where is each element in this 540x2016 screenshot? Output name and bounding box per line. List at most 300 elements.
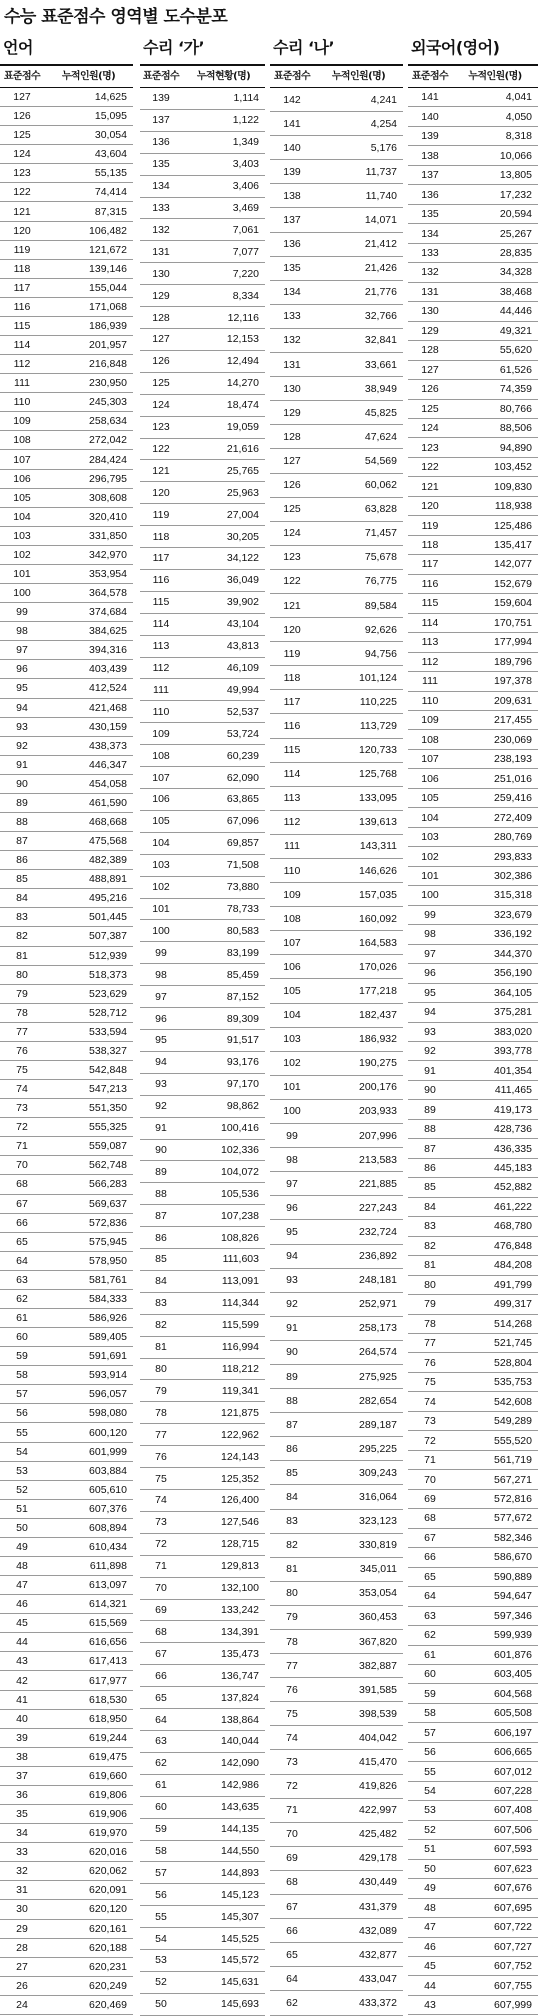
cumulative-count-cell: 43,813: [226, 640, 259, 653]
cumulative-count-cell: 542,608: [494, 1395, 532, 1408]
score-label: 표준점수: [142, 71, 180, 82]
cumulative-count-cell: 78,733: [226, 902, 259, 915]
page-title: 수능 표준점수 영역별 도수분포: [4, 7, 228, 27]
table-row: [270, 1919, 403, 1943]
cumulative-count-cell: 518,373: [89, 968, 127, 981]
score-cell: 132: [421, 266, 439, 279]
table-row: [140, 351, 265, 373]
cumulative-count-cell: 216,848: [89, 358, 127, 371]
cumulative-count-cell: 316,064: [359, 1490, 397, 1503]
cumulative-count-cell: 597,346: [494, 1609, 532, 1622]
table-row: [408, 1256, 538, 1275]
cumulative-count-cell: 259,416: [494, 792, 532, 805]
cumulative-count-cell: 200,176: [359, 1081, 397, 1094]
count-label: 누적인원(명): [61, 71, 116, 82]
cumulative-count-cell: 232,724: [359, 1225, 397, 1238]
score-cell: 59: [424, 1687, 436, 1700]
score-cell: 116: [13, 300, 31, 313]
score-label: 표준점수: [411, 71, 449, 82]
cumulative-count-cell: 488,891: [89, 873, 127, 886]
score-cell: 75: [16, 1064, 28, 1077]
score-cell: 65: [286, 1948, 298, 1961]
score-cell: 128: [421, 344, 439, 357]
cumulative-count-cell: 411,465: [494, 1084, 532, 1097]
cumulative-count-cell: 19,059: [226, 421, 259, 434]
table-row: [0, 1462, 133, 1481]
cumulative-count-cell: 436,335: [494, 1142, 532, 1155]
cumulative-count-cell: 7,220: [232, 267, 259, 280]
table-row: [140, 1862, 265, 1884]
score-cell: 67: [286, 1900, 298, 1913]
score-cell: 78: [424, 1317, 436, 1330]
table-row: [140, 877, 265, 899]
score-cell: 62: [155, 1757, 167, 1770]
cumulative-count-cell: 620,249: [89, 1979, 127, 1992]
cumulative-count-cell: 605,508: [494, 1707, 532, 1720]
score-cell: 76: [155, 1450, 167, 1463]
table-row: [140, 1534, 265, 1556]
cumulative-count-cell: 582,346: [494, 1531, 532, 1544]
table-row: [140, 1775, 265, 1797]
cumulative-count-cell: 607,722: [494, 1921, 532, 1934]
table-row: [0, 1786, 133, 1805]
score-cell: 97: [155, 990, 167, 1003]
cumulative-count-cell: 619,475: [89, 1750, 127, 1763]
cumulative-count-cell: 145,525: [221, 1932, 259, 1945]
table-row: [270, 1052, 403, 1076]
score-cell: 134: [421, 227, 439, 240]
score-cell: 124: [421, 422, 439, 435]
cumulative-count-cell: 120,733: [359, 744, 397, 757]
score-cell: 113: [152, 640, 170, 653]
cumulative-count-cell: 142,986: [221, 1779, 259, 1792]
cumulative-count-cell: 4,050: [505, 110, 532, 123]
table-row: [408, 594, 538, 613]
cumulative-count-cell: 4,241: [370, 93, 397, 106]
score-label: 표준점수: [273, 71, 311, 82]
score-cell: 99: [424, 908, 436, 921]
table-row: [408, 497, 538, 516]
score-cell: 76: [16, 1044, 28, 1057]
table-row: [270, 1004, 403, 1028]
table-row: [408, 633, 538, 652]
score-cell: 139: [421, 130, 439, 143]
table-row: [140, 1402, 265, 1424]
table-row: [0, 679, 133, 698]
cumulative-count-cell: 144,135: [221, 1823, 259, 1836]
score-cell: 98: [16, 625, 28, 638]
score-cell: 71: [16, 1140, 28, 1153]
table-row: [140, 1512, 265, 1534]
score-cell: 67: [155, 1647, 167, 1660]
table-row: [0, 1271, 133, 1290]
cumulative-count-cell: 620,231: [89, 1960, 127, 1973]
score-cell: 102: [152, 881, 170, 894]
table-row: [408, 1723, 538, 1742]
score-cell: 86: [155, 1231, 167, 1244]
cumulative-count-cell: 535,753: [494, 1376, 532, 1389]
table-row: [0, 1958, 133, 1977]
cumulative-count-cell: 182,437: [359, 1009, 397, 1022]
cumulative-count-cell: 404,042: [359, 1731, 397, 1744]
cumulative-count-cell: 452,882: [494, 1181, 532, 1194]
cumulative-count-cell: 607,727: [494, 1940, 532, 1953]
table-row: [0, 1099, 133, 1118]
score-cell: 67: [424, 1531, 436, 1544]
cumulative-count-cell: 227,243: [359, 1201, 397, 1214]
score-cell: 91: [16, 758, 28, 771]
score-cell: 116: [283, 719, 301, 732]
score-cell: 97: [424, 947, 436, 960]
cumulative-count-cell: 36,049: [226, 574, 259, 587]
score-cell: 117: [421, 558, 439, 571]
cumulative-count-cell: 555,325: [89, 1121, 127, 1134]
table-row: [0, 947, 133, 966]
table-row: [0, 1519, 133, 1538]
table-row: [140, 1293, 265, 1315]
cumulative-count-cell: 591,691: [89, 1350, 127, 1363]
score-cell: 92: [286, 1298, 298, 1311]
table-row: [0, 737, 133, 756]
cumulative-count-cell: 85,459: [226, 968, 259, 981]
cumulative-count-cell: 272,042: [89, 434, 127, 447]
score-cell: 109: [152, 727, 170, 740]
table-row: [140, 1578, 265, 1600]
cumulative-count-cell: 606,197: [494, 1726, 532, 1739]
table-row: [270, 281, 403, 305]
table-row: [408, 1198, 538, 1217]
table-row: [140, 701, 265, 723]
cumulative-count-cell: 38,468: [499, 285, 532, 298]
score-cell: 54: [155, 1932, 167, 1945]
table-header: 외국어(영어): [408, 32, 538, 66]
table-row: [140, 1380, 265, 1402]
table-row: [140, 482, 265, 504]
cumulative-count-cell: 620,120: [89, 1903, 127, 1916]
score-cell: 61: [16, 1312, 28, 1325]
cumulative-count-cell: 49,321: [499, 324, 532, 337]
table-row: [270, 1269, 403, 1293]
score-cell: 74: [424, 1395, 436, 1408]
table-row: [0, 1729, 133, 1748]
score-cell: 47: [16, 1579, 28, 1592]
cumulative-count-cell: 145,572: [221, 1954, 259, 1967]
cumulative-count-cell: 353,054: [359, 1587, 397, 1600]
table-row: [140, 285, 265, 307]
score-cell: 93: [16, 720, 28, 733]
cumulative-count-cell: 143,311: [359, 840, 397, 853]
table-row: [270, 1100, 403, 1124]
cumulative-count-cell: 106,482: [89, 224, 127, 237]
table-row: [140, 1030, 265, 1052]
score-cell: 88: [424, 1123, 436, 1136]
table-row: [408, 283, 538, 302]
score-cell: 63: [424, 1609, 436, 1622]
score-cell: 127: [13, 91, 31, 104]
score-cell: 73: [286, 1756, 298, 1769]
cumulative-count-cell: 21,776: [364, 286, 397, 299]
table-row: [0, 1328, 133, 1347]
score-cell: 130: [152, 267, 170, 280]
cumulative-count-cell: 25,267: [499, 227, 532, 240]
score-cell: 91: [286, 1322, 298, 1335]
score-cell: 125: [283, 503, 301, 516]
table-row: [0, 1671, 133, 1690]
table-row: [270, 955, 403, 979]
table-row: [140, 88, 265, 110]
cumulative-count-cell: 125,768: [359, 768, 397, 781]
score-cell: 58: [424, 1707, 436, 1720]
score-cell: 114: [13, 339, 31, 352]
cumulative-count-cell: 468,780: [494, 1220, 532, 1233]
cumulative-count-cell: 44,446: [499, 305, 532, 318]
table-row: [140, 1008, 265, 1030]
score-cell: 121: [421, 480, 439, 493]
cumulative-count-cell: 54,569: [364, 454, 397, 467]
table-row: [0, 1385, 133, 1404]
table-row: [0, 1004, 133, 1023]
cumulative-count-cell: 596,057: [89, 1388, 127, 1401]
cumulative-count-cell: 201,957: [89, 339, 127, 352]
score-cell: 82: [155, 1319, 167, 1332]
cumulative-count-cell: 601,999: [89, 1445, 127, 1458]
cumulative-count-cell: 28,835: [499, 246, 532, 259]
table-row: [270, 642, 403, 666]
cumulative-count-cell: 620,062: [89, 1865, 127, 1878]
score-cell: 103: [421, 831, 439, 844]
score-cell: 132: [283, 334, 301, 347]
table-row: [0, 1900, 133, 1919]
score-cell: 65: [16, 1235, 28, 1248]
table-row: [0, 1939, 133, 1958]
cumulative-count-cell: 446,347: [89, 758, 127, 771]
cumulative-count-cell: 620,188: [89, 1941, 127, 1954]
cumulative-count-cell: 71,457: [364, 527, 397, 540]
table-row: [270, 907, 403, 931]
score-cell: 130: [283, 382, 301, 395]
score-cell: 108: [152, 749, 170, 762]
cumulative-count-cell: 20,594: [499, 208, 532, 221]
table-row: [270, 1943, 403, 1967]
cumulative-count-cell: 80,583: [226, 924, 259, 937]
table-suri-ga: [140, 32, 265, 2016]
score-cell: 59: [16, 1350, 28, 1363]
table-row: [408, 1665, 538, 1684]
cumulative-count-cell: 430,449: [359, 1876, 397, 1889]
score-cell: 120: [283, 623, 301, 636]
table-row: [270, 883, 403, 907]
table-row: [0, 908, 133, 927]
cumulative-count-cell: 142,077: [494, 558, 532, 571]
cumulative-count-cell: 21,426: [364, 262, 397, 275]
table-row: [0, 1767, 133, 1786]
table-row: [270, 1220, 403, 1244]
cumulative-count-cell: 157,035: [359, 888, 397, 901]
score-cell: 63: [16, 1273, 28, 1286]
cumulative-count-cell: 105,536: [221, 1187, 259, 1200]
cumulative-count-cell: 575,945: [89, 1235, 127, 1248]
table-row: [0, 1748, 133, 1767]
cumulative-count-cell: 61,526: [499, 363, 532, 376]
cumulative-count-cell: 607,752: [494, 1960, 532, 1973]
cumulative-count-cell: 136,747: [221, 1669, 259, 1682]
score-cell: 133: [421, 246, 439, 259]
table-row: [0, 1118, 133, 1137]
score-cell: 114: [283, 768, 301, 781]
table-row: [408, 244, 538, 263]
cumulative-count-cell: 419,826: [359, 1780, 397, 1793]
score-cell: 52: [155, 1976, 167, 1989]
score-cell: 131: [283, 358, 301, 371]
cumulative-count-cell: 619,806: [89, 1788, 127, 1801]
cumulative-count-cell: 514,268: [494, 1317, 532, 1330]
cumulative-count-cell: 97,170: [226, 1078, 259, 1091]
score-cell: 140: [421, 110, 439, 123]
score-cell: 136: [421, 188, 439, 201]
table-row: [408, 1646, 538, 1665]
score-cell: 69: [286, 1852, 298, 1865]
cumulative-count-cell: 107,238: [221, 1209, 259, 1222]
cumulative-count-cell: 145,123: [221, 1888, 259, 1901]
score-cell: 79: [286, 1611, 298, 1624]
score-cell: 90: [424, 1084, 436, 1097]
cumulative-count-cell: 63,828: [364, 503, 397, 516]
score-cell: 73: [424, 1415, 436, 1428]
table-row: [0, 126, 133, 145]
score-cell: 52: [16, 1483, 28, 1496]
cumulative-count-cell: 578,950: [89, 1254, 127, 1267]
table-row: [270, 160, 403, 184]
score-cell: 61: [155, 1779, 167, 1792]
cumulative-count-cell: 12,153: [226, 333, 259, 346]
table-row: [0, 260, 133, 279]
cumulative-count-cell: 600,120: [89, 1426, 127, 1439]
cumulative-count-cell: 566,283: [89, 1178, 127, 1191]
table-row: [140, 1052, 265, 1074]
cumulative-count-cell: 43,604: [94, 148, 127, 161]
cumulative-count-cell: 3,406: [232, 180, 259, 193]
table-row: [270, 353, 403, 377]
cumulative-count-cell: 429,178: [359, 1852, 397, 1865]
score-cell: 55: [155, 1910, 167, 1923]
table-row: [408, 438, 538, 457]
cumulative-count-cell: 145,307: [221, 1910, 259, 1923]
table-row: [408, 88, 538, 107]
table-row: [140, 1731, 265, 1753]
cumulative-count-cell: 140,044: [221, 1735, 259, 1748]
cumulative-count-cell: 38,949: [364, 382, 397, 395]
cumulative-count-cell: 213,583: [359, 1153, 397, 1166]
table-row: [140, 1753, 265, 1775]
table-row: [140, 198, 265, 220]
table-row: [408, 1918, 538, 1937]
score-cell: 70: [286, 1828, 298, 1841]
cumulative-count-cell: 73,880: [226, 881, 259, 894]
cumulative-count-cell: 104,072: [221, 1165, 259, 1178]
score-cell: 37: [16, 1769, 28, 1782]
table-row: [270, 257, 403, 281]
cumulative-count-cell: 92,626: [364, 623, 397, 636]
cumulative-count-cell: 296,795: [89, 472, 127, 485]
cumulative-count-cell: 356,190: [494, 967, 532, 980]
column-subheader: [0, 66, 133, 88]
cumulative-count-cell: 258,634: [89, 415, 127, 428]
cumulative-count-cell: 364,105: [494, 986, 532, 999]
cumulative-count-cell: 616,656: [89, 1636, 127, 1649]
table-row: [270, 570, 403, 594]
table-row: [140, 1797, 265, 1819]
table-row: [408, 1120, 538, 1139]
score-cell: 95: [286, 1225, 298, 1238]
score-cell: 51: [424, 1843, 436, 1856]
cumulative-count-cell: 323,123: [359, 1515, 397, 1528]
table-row: [408, 1762, 538, 1781]
table-row: [0, 851, 133, 870]
cumulative-count-cell: 581,761: [89, 1273, 127, 1286]
score-cell: 122: [13, 186, 31, 199]
cumulative-count-cell: 126,400: [221, 1494, 259, 1507]
score-cell: 137: [283, 214, 301, 227]
table-row: [270, 1558, 403, 1582]
cumulative-count-cell: 124,143: [221, 1450, 259, 1463]
score-cell: 136: [283, 238, 301, 251]
cumulative-count-cell: 445,183: [494, 1162, 532, 1175]
score-cell: 53: [424, 1804, 436, 1817]
score-cell: 83: [286, 1515, 298, 1528]
cumulative-count-cell: 482,389: [89, 854, 127, 867]
table-row: [408, 1023, 538, 1042]
table-row: [408, 205, 538, 224]
cumulative-count-cell: 569,637: [89, 1197, 127, 1210]
score-cell: 123: [421, 441, 439, 454]
table-row: [270, 1437, 403, 1461]
cumulative-count-cell: 454,058: [89, 777, 127, 790]
table-row: [140, 1884, 265, 1906]
count-label: 누적현황(명): [196, 71, 251, 82]
score-cell: 128: [283, 430, 301, 443]
cumulative-count-cell: 122,962: [221, 1428, 259, 1441]
cumulative-count-cell: 160,092: [359, 912, 397, 925]
table-row: [270, 690, 403, 714]
score-cell: 101: [283, 1081, 301, 1094]
cumulative-count-cell: 171,068: [89, 300, 127, 313]
cumulative-count-cell: 146,626: [359, 864, 397, 877]
table-row: [270, 329, 403, 353]
score-cell: 64: [286, 1972, 298, 1985]
score-cell: 117: [152, 552, 170, 565]
score-cell: 111: [284, 840, 300, 853]
score-cell: 89: [16, 796, 28, 809]
cumulative-count-cell: 422,997: [359, 1804, 397, 1817]
table-row: [0, 1137, 133, 1156]
table-row: [270, 1124, 403, 1148]
score-cell: 137: [421, 169, 439, 182]
cumulative-count-cell: 60,239: [226, 749, 259, 762]
score-cell: 75: [424, 1376, 436, 1389]
cumulative-count-cell: 62,090: [226, 771, 259, 784]
cumulative-count-cell: 523,629: [89, 987, 127, 1000]
score-cell: 43: [424, 1999, 436, 2012]
score-cell: 87: [155, 1209, 167, 1222]
score-cell: 59: [155, 1823, 167, 1836]
table-row: [0, 183, 133, 202]
table-row: [140, 1687, 265, 1709]
table-row: [0, 927, 133, 946]
cumulative-count-cell: 142,090: [221, 1757, 259, 1770]
cumulative-count-cell: 8,334: [232, 289, 259, 302]
cumulative-count-cell: 589,405: [89, 1331, 127, 1344]
cumulative-count-cell: 111,603: [222, 1253, 259, 1266]
